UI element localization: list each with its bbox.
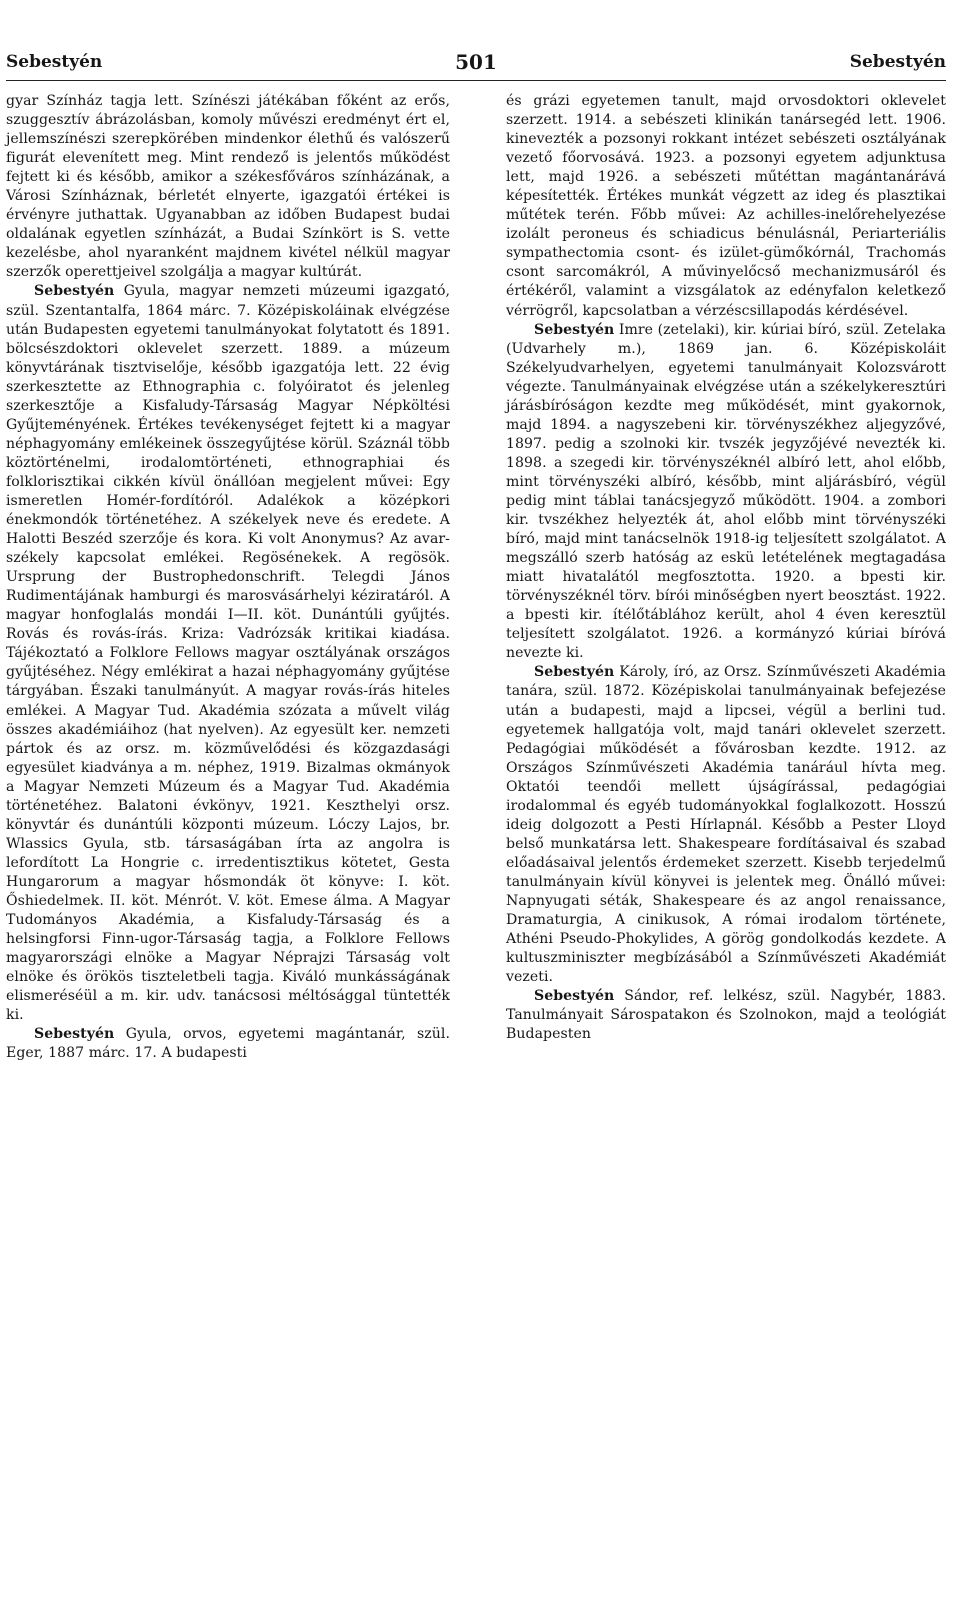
header-left-keyword: Sebestyén xyxy=(6,52,103,72)
entry-name: Sebestyén xyxy=(534,321,615,338)
entry-sebestyen-imre xyxy=(506,321,946,664)
header-right-keyword: Sebestyén xyxy=(849,52,946,72)
entry-sebestyen-sandor xyxy=(506,987,946,1044)
entry-text: és grázi egyetemen tanult, majd orvosdoktori oklevelet szerzett. 1914. a sebészeti klinikán tanársegéd lett. 1906. kinevezték a pozsonyi rokkant intézet sebészeti osztályának vezető főorvosává. 1923. a pozsonyi egyetem adjunktusa lett, majd 1926. a sebészeti műtéttan magántanárává képesítették. Értékes munkát végzett az ideg és plasztikai műtétek terén. Főbb művei: Az achilles-inelőrehelyezése izolált peroneus és schiadicus bénulásnál, Periarteriális sympathectomia csont- és izület-gümőkórnál, Trachomás csont sarcomákról, A művinyelőcső mechanizmusáról és értékéről, valamint a vizsgálatok az edényfalon keletkező vérrögről, kapcsolatban a vérzéscsillapodás kérdésével. xyxy=(506,93,946,319)
entry-text: Gyula, magyar nemzeti múzeumi igazgató, szül. Szentantalfa, 1864 márc. 7. Középiskoláinak elvégzése után Budapesten egyetemi tanulmányokat folytatott és 1891. bölcsészdoktori oklevelet szerzett. 1889. a múzeum könyvtárának tisztviselője, később igazgatója lett. 22 évig szerkesztette az Ethnographia c. folyóiratot és jelenleg szerkesztője a Kisfaludy-Társaság Magyar Népköltési Gyűjteményének. Értékes tevékenységet fejtett ki a magyar néphagyomány emlékeinek összegyűjtése körül. Száznál több köztörténelmi, irodalomtörténeti, ethnographiai és folklorisztikai cikkén kívül önállóan megjelent művei: Egy ismeretlen Homér-fordítóról. Adalékok a középkori énekmondók történetéhez. A székelyek neve és eredete. A Halotti Beszéd szerzője és kora. Ki volt Anonymus? Az avar-székely kapcsolat emlékei. Regösénekek. A regösök. Ursprung der Bustrophedonschrift. Telegdi János Rudimentájának hamburgi és marosvásárhelyi kéziratáról. A magyar honfoglalás mondái I—II. köt. Dunántúli gyűjtés. Rovás és rovás-írás. Kriza: Vadrózsák kritikai kiadása. Tájékoztató a Folklore Fellows magyar osztályának országos gyűjtéséhez. Négy emlékirat a hazai néphagyomány gyűjtése tárgyában. Északi tanulmányút. A magyar rovás-írás hiteles emlékei. A Magyar Tud. Akadémia szózata a művelt világ összes akadémiáihoz (hat nyelven). Az egyesült ker. nemzeti pártok és az orsz. m. közművelődési és közgazdasági egyesület kiadványa a m. néphez, 1919. Bizalmas okmányok a Magyar Nemzeti Múzeum és a Magyar Tud. Akadémia történetéhez. Balatoni évkönyv, 1921. Keszthelyi orsz. könyvtár és dunántúli központi múzeum. Lóczy Lajos, br. Wlassics Gyula, stb. társaságában írta az angolra is lefordított La Hongrie c. irredentisztikus kötetet, Gesta Hungarorum a magyar hősmondák öt könyve: I. köt. Őshiedelmek. II. köt. Ménrót. V. köt. Emese álma. A Magyar Tudományos Akadémia, a Kisfaludy-Társaság és a helsingforsi Finn-ugor-Társaság tagja, a Folklore Fellows magyarországi elnöke a Magyar Néprajzi Társaság volt elnöke és örökös tiszteletbeli tagja. Kiváló munkásságának elismeréséül a m. kir. udv. tanácsosi méltósággal tüntették ki. xyxy=(6,283,451,1024)
entry-continuation xyxy=(506,92,946,321)
right-column xyxy=(506,92,946,1044)
entry-name: Sebestyén xyxy=(34,283,115,300)
entry-text: gyar Színház tagja lett. Színészi játékában főként az erős, szuggesztív ábrázolásban, komoly művészi eredményt ért el, jellemszínészi szerepkörében mindenkor élethű és valószerű figurát elevenített meg. Mint rendező is jelentős működést fejtett ki és később, amikor a székesfőváros színházának, a Városi Színháznak, bérletét elnyerte, igazgatói értékei is érvényre juthattak. Ugyanabban az időben Budapest budai oldalának egyetlen színházát, a Budai Színkört is S. vette kezelésbe, ahol nyaranként majdnem kivétel nélkül magyar szerzők operettjeivel szolgálja a magyar kultúrát. xyxy=(6,93,450,281)
entry-sebestyen-gyula-orvos xyxy=(6,1025,450,1063)
page-header xyxy=(6,52,946,80)
header-rule xyxy=(6,80,946,81)
entry-name: Sebestyén xyxy=(534,988,615,1005)
left-column xyxy=(6,92,450,1063)
entry-text: Imre (zetelaki), kir. kúriai bíró, szül. Zetelaka (Udvarhely m.), 1869 jan. 6. Középiskoláit Székelyudvarhelyen, egyetemi tanulmányait Kolozsvárott végezte. Tanulmányainak elvégzése után a székelykeresztúri járásbíróságon kezdte meg működését, mint gyakornok, majd 1894. a nagyszebeni kir. törvényszékhez aljegyzővé, 1897. pedig a szolnoki kir. tvszék jegyzőjévé nevezték ki. 1898. a szegedi kir. törvényszéknél albíró lett, ahol előbb, mint törvényszéki albíró, később, mint aljárásbíró, végül pedig mint táblai tanácsjegyző működött. 1904. a zombori kir. tvszékhez helyezték át, ahol előbb mint törvényszéki bíró, majd mint tanácselnök 1918-ig teljesített szolgálatot. A megszálló szerb hatóság az eskü letételének megtagadása miatt hivatalától megfosztotta. 1920. a bpesti kir. törvényszéknél törv. bírói minőségben nyert beosztást. 1922. a bpesti kir. ítélőtáblához került, ahol 4 éven keresztül teljesített szolgálatot. 1926. a kormányzó kúriai bíróvá nevezte ki. xyxy=(506,321,946,662)
page-number: 501 xyxy=(455,50,497,74)
entry-name: Sebestyén xyxy=(534,664,615,681)
entry-text: Sándor, ref. lelkész, szül. Nagybér, 1883. Tanulmányait Sárospatakon és Szolnokon, majd a teológiát Budapesten xyxy=(506,988,947,1043)
entry-text: Károly, író, az Orsz. Színművészeti Akadémia tanára, szül. 1872. Középiskolai tanulmányainak befejezése után a budapesti, majd a lipcsei, végül a berlini tud. egyetemek hallgatója volt, majd tanári oklevelet szerzett. Pedagógiai működését a fővárosban kezdte. 1912. az Országos Színművészeti Akadémia tanárául hívta meg. Oktatói teendői mellett újságírással, pedagógiai irodalommal és egyéb tudományokkal foglalkozott. Hosszú ideig dolgozott a Pesti Hírlapnál. Később a Pester Lloyd belső munkatársa lett. Shakespeare fordításaival és szabad előadásaival jelentős érdemeket szerzett. Kisebb terjedelmű tanulmányain kívül könyvei is jelentek meg. Önálló művei: Napnyugati séták, Shakespeare és az angol renaissance, Dramaturgia, A cinikusok, A római irodalom története, Athéni Pseudo-Phokylides, A görög gondolkodás kezdete. A kultuszminiszter megbízásából a Színművészeti Akadémiát vezeti. xyxy=(506,664,947,986)
entry-sebestyen-karoly xyxy=(506,663,946,987)
entry-name: Sebestyén xyxy=(34,1026,115,1043)
entry-text: Gyula, orvos, egyetemi magántanár, szül. Eger, 1887 márc. 17. A budapesti xyxy=(6,1026,450,1062)
entry-sebestyen-gyula-museum xyxy=(6,282,450,1025)
entry-continuation xyxy=(6,92,450,282)
